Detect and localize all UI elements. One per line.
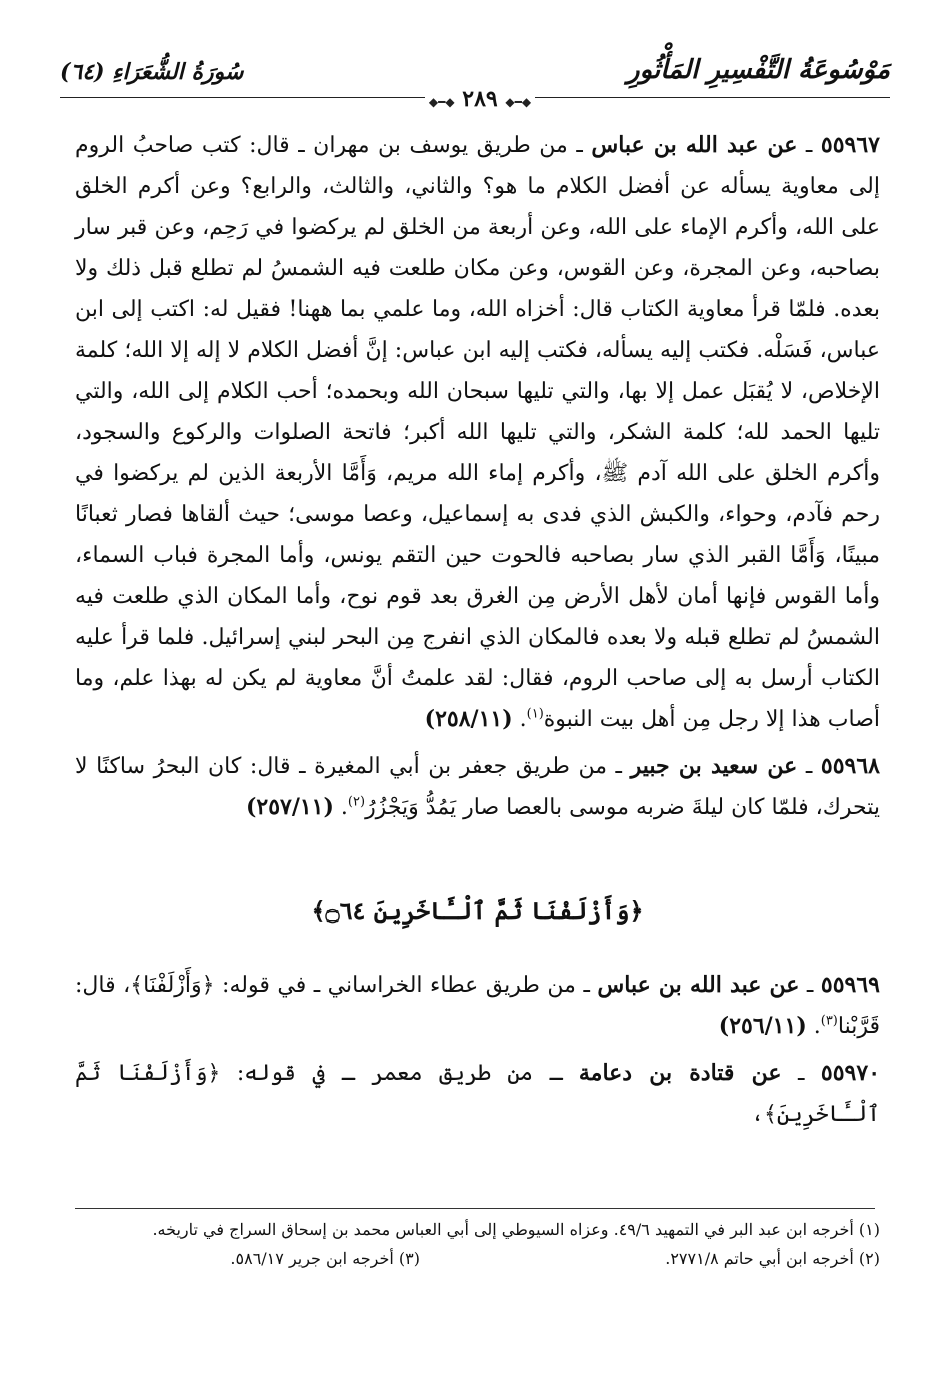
footnote-marker: (١) — [526, 706, 544, 722]
entry-number: ٥٥٩٦٩ — [820, 972, 880, 998]
volume-reference: (٢٥٨/١١) — [424, 706, 513, 732]
narrator-name: عن عبد الله بن عباس — [597, 972, 800, 998]
page-number: ٢٨٩ — [462, 86, 498, 112]
entry-number: ٥٥٩٦٨ — [820, 753, 880, 779]
footnote-2: (٢) أخرجه ابن أبي حاتم ٢٧٧١/٨. — [665, 1249, 880, 1268]
footnote-3: (٣) أخرجه ابن جرير ٥٨٦/١٧. — [230, 1249, 420, 1268]
narrator-name: عن عبد الله بن عباس — [591, 132, 798, 158]
entry-text: ـ من طريق عطاء الخراساني ـ في قوله: ﴿وَأَزْلَفْنَا﴾، قال: قَرَّبْنا — [75, 973, 880, 1039]
entry-text: ـ من طريق معمر ـ في قوله: ﴿وَأَزْلَفْنَا ثَمَّ ٱلْـَٔاخَرِينَ﴾، — [75, 1061, 880, 1127]
page-number-box — [425, 86, 535, 116]
footnote-row — [75, 1244, 880, 1273]
narrator-name: عن سعيد بن جبير — [630, 753, 798, 779]
entry-paragraph: ٥٥٩٦٩ ـ عن عبد الله بن عباس ـ من طريق عطاء الخراساني ـ في قوله: ﴿وَأَزْلَفْنَا﴾، قال: قَرَّبْنا$^{(٣)}$. (٢٥٦/١١) — [75, 972, 880, 1039]
footnote-rule — [75, 1208, 875, 1209]
book-title: مَوْسُوعَةُ التَّفْسِيرِ المَأْثُورِ — [627, 55, 890, 85]
entry-number: ٥٥٩٦٧ — [820, 132, 880, 158]
footnote-marker: (٢) — [347, 794, 366, 810]
entry-text: ـ من طريق يوسف بن مهران ـ قال: كتب صاحبُ الروم إلى معاوية يسأله عن أفضل الكلام ما هو؟ والثاني، والثالث، والرابع؟ وعن أكرم الخلق على الله، وأكرم الإماء على الله، وعن أربعة من الخلق لم يركضوا في رَحِم، وعن قبر سار بصاحبه، وعن المجرة، وعن القوس، وعن مكان طلعت فيه الشمسُ لم تطلع قبل ذلك ولا بعده. فلمّا قرأ معاوية الكتاب قال: أخزاه الله، وما علمي بما ههنا! فقيل له: اكتب إلى ابن عباس، فَسَلْه. فكتب إليه يسأله، فكتب إليه ابن عباس: إنَّ أفضل الكلام لا إله إلا الله؛ كلمة الإخلاص، لا يُقبَل عمل إلا بها، والتي تليها سبحان الله وبحمده؛ أحب الكلام إلى الله، والتي تليها الحمد لله؛ كلمة الشكر، والتي تليها الله أكبر؛ فاتحة الصلوات والركوع والسجود، وأكرم الخلق على الله آدم ﷺ، وأكرم إماء الله مريم، وَأَمَّا الأربعة الذين لم يركضوا في رحم فآدم، وحواء، والكبش الذي فدى به إسماعيل، وعصا موسى؛ حيث ألقاها فصار ثعبانًا مبينًا، وَأَمَّا القبر الذي سار بصاحبه فالحوت حين التقم يونس، وأما المجرة فباب السماء، وأما القوس فإنها أمان لأهل الأرض مِن الغرق بعد قوم نوح، وأما المكان الذي طلعت فيه الشمسُ لم تطلع قبله ولا بعده فالمكان الذي انفرج مِن البحر لبني إسرائيل. فلما قرأ عليه الكتاب أرسل به إلى صاحب الروم، فقال: لقد علمتُ أنَّ معاوية لم يكن له بهذا علم، وما أصاب هذا إلا رجل مِن أهل بيت النبوة — [75, 133, 880, 732]
entry-paragraph: ٥٥٩٧٠ ـ عن قتادة بن دعامة ـ من طريق معمر ـ في قوله: ﴿وَأَزْلَفْنَا ثَمَّ ٱلْـَٔاخَرِينَ﴾، — [75, 1060, 881, 1127]
entry-number: ٥٥٩٧٠ — [820, 1060, 881, 1086]
footnote-1: (١) أخرجه ابن عبد البر في التمهيد ٤٩/٦. وعزاه السيوطي إلى أبي العباس محمد بن إسحاق السراج في تاريخه. — [152, 1220, 880, 1239]
quran-verse-heading: ﴿وَأَزْلَفْنَا ثَمَّ ٱلْـَٔاخَرِينَ ۝٦٤﴾ — [311, 896, 644, 925]
footnote-marker: (٣) — [820, 1013, 838, 1029]
page-body — [75, 125, 880, 1141]
entry-paragraph: ٥٥٩٦٨ ـ عن سعيد بن جبير ـ من طريق جعفر بن أبي المغيرة ـ قال: كان البحرُ ساكنًا لا يتحرك، فلمّا كان ليلةَ ضربه موسى بالعصا صار يَمُدُّ وَيَجْزُرُ$^{(٢)}$. (٢٥٧/١١) — [75, 753, 880, 820]
footnotes — [75, 1215, 880, 1273]
entry-paragraph: ٥٥٩٦٧ ـ عن عبد الله بن عباس ـ من طريق يوسف بن مهران ـ قال: كتب صاحبُ الروم إلى معاوية يسأله عن أفضل الكلام ما هو؟ والثاني، والثالث، والرابع؟ وعن أكرم الخلق على الله، وأكرم الإماء على الله، وعن أربعة من الخلق لم يركضوا في رَحِم، وعن قبر سار بصاحبه، وعن المجرة، وعن القوس، وعن مكان طلعت فيه الشمسُ لم تطلع قبل ذلك ولا بعده. فلمّا قرأ معاوية الكتاب قال: أخزاه الله، وما علمي بما ههنا! فقيل له: اكتب إلى ابن عباس، فَسَلْه. فكتب إليه يسأله، فكتب إليه ابن عباس: إنَّ أفضل الكلام لا إله إلا الله؛ كلمة الإخلاص، لا يُقبَل عمل إلا بها، والتي تليها سبحان الله وبحمده؛ أحب الكلام إلى الله، والتي تليها الحمد لله؛ كلمة الشكر، والتي تليها الله أكبر؛ فاتحة الصلوات والركوع والسجود، وأكرم الخلق على الله آدم ﷺ، وأكرم إماء الله مريم، وَأَمَّا الأربعة الذين لم يركضوا في رحم فآدم، وحواء، والكبش الذي فدى به إسماعيل، وعصا موسى؛ حيث ألقاها فصار ثعبانًا مبينًا، وَأَمَّا القبر الذي سار بصاحبه فالحوت حين التقم يونس، وأما المجرة فباب السماء، وأما القوس فإنها أمان لأهل الأرض مِن الغرق بعد قوم نوح، وأما المكان الذي طلعت فيه الشمسُ لم تطلع قبله ولا بعده فالمكان الذي انفرج مِن البحر لبني إسرائيل. فلما قرأ عليه الكتاب أرسل به إلى صاحب الروم، فقال: لقد علمتُ أنَّ معاوية لم يكن له بهذا علم، وما أصاب هذا إلا رجل مِن أهل بيت النبوة$^{(١)}$. (٢٥٨/١١) — [75, 132, 880, 732]
volume-reference: (٢٥٧/١١) — [245, 794, 334, 820]
ornament-icon: ◆━◆ — [428, 95, 455, 109]
ornament-icon: ◆━◆ — [505, 95, 532, 109]
entry-text: ـ من طريق جعفر بن أبي المغيرة ـ قال: كان البحرُ ساكنًا لا يتحرك، فلمّا كان ليلةَ ضربه موسى بالعصا صار يَمُدُّ وَيَجْزُرُ — [75, 754, 880, 820]
surah-title: سُورَةُ الشُّعَرَاءِ (٦٤) — [60, 59, 244, 85]
volume-reference: (٢٥٦/١١) — [718, 1013, 807, 1039]
narrator-name: عن قتادة بن دعامة — [578, 1060, 782, 1086]
